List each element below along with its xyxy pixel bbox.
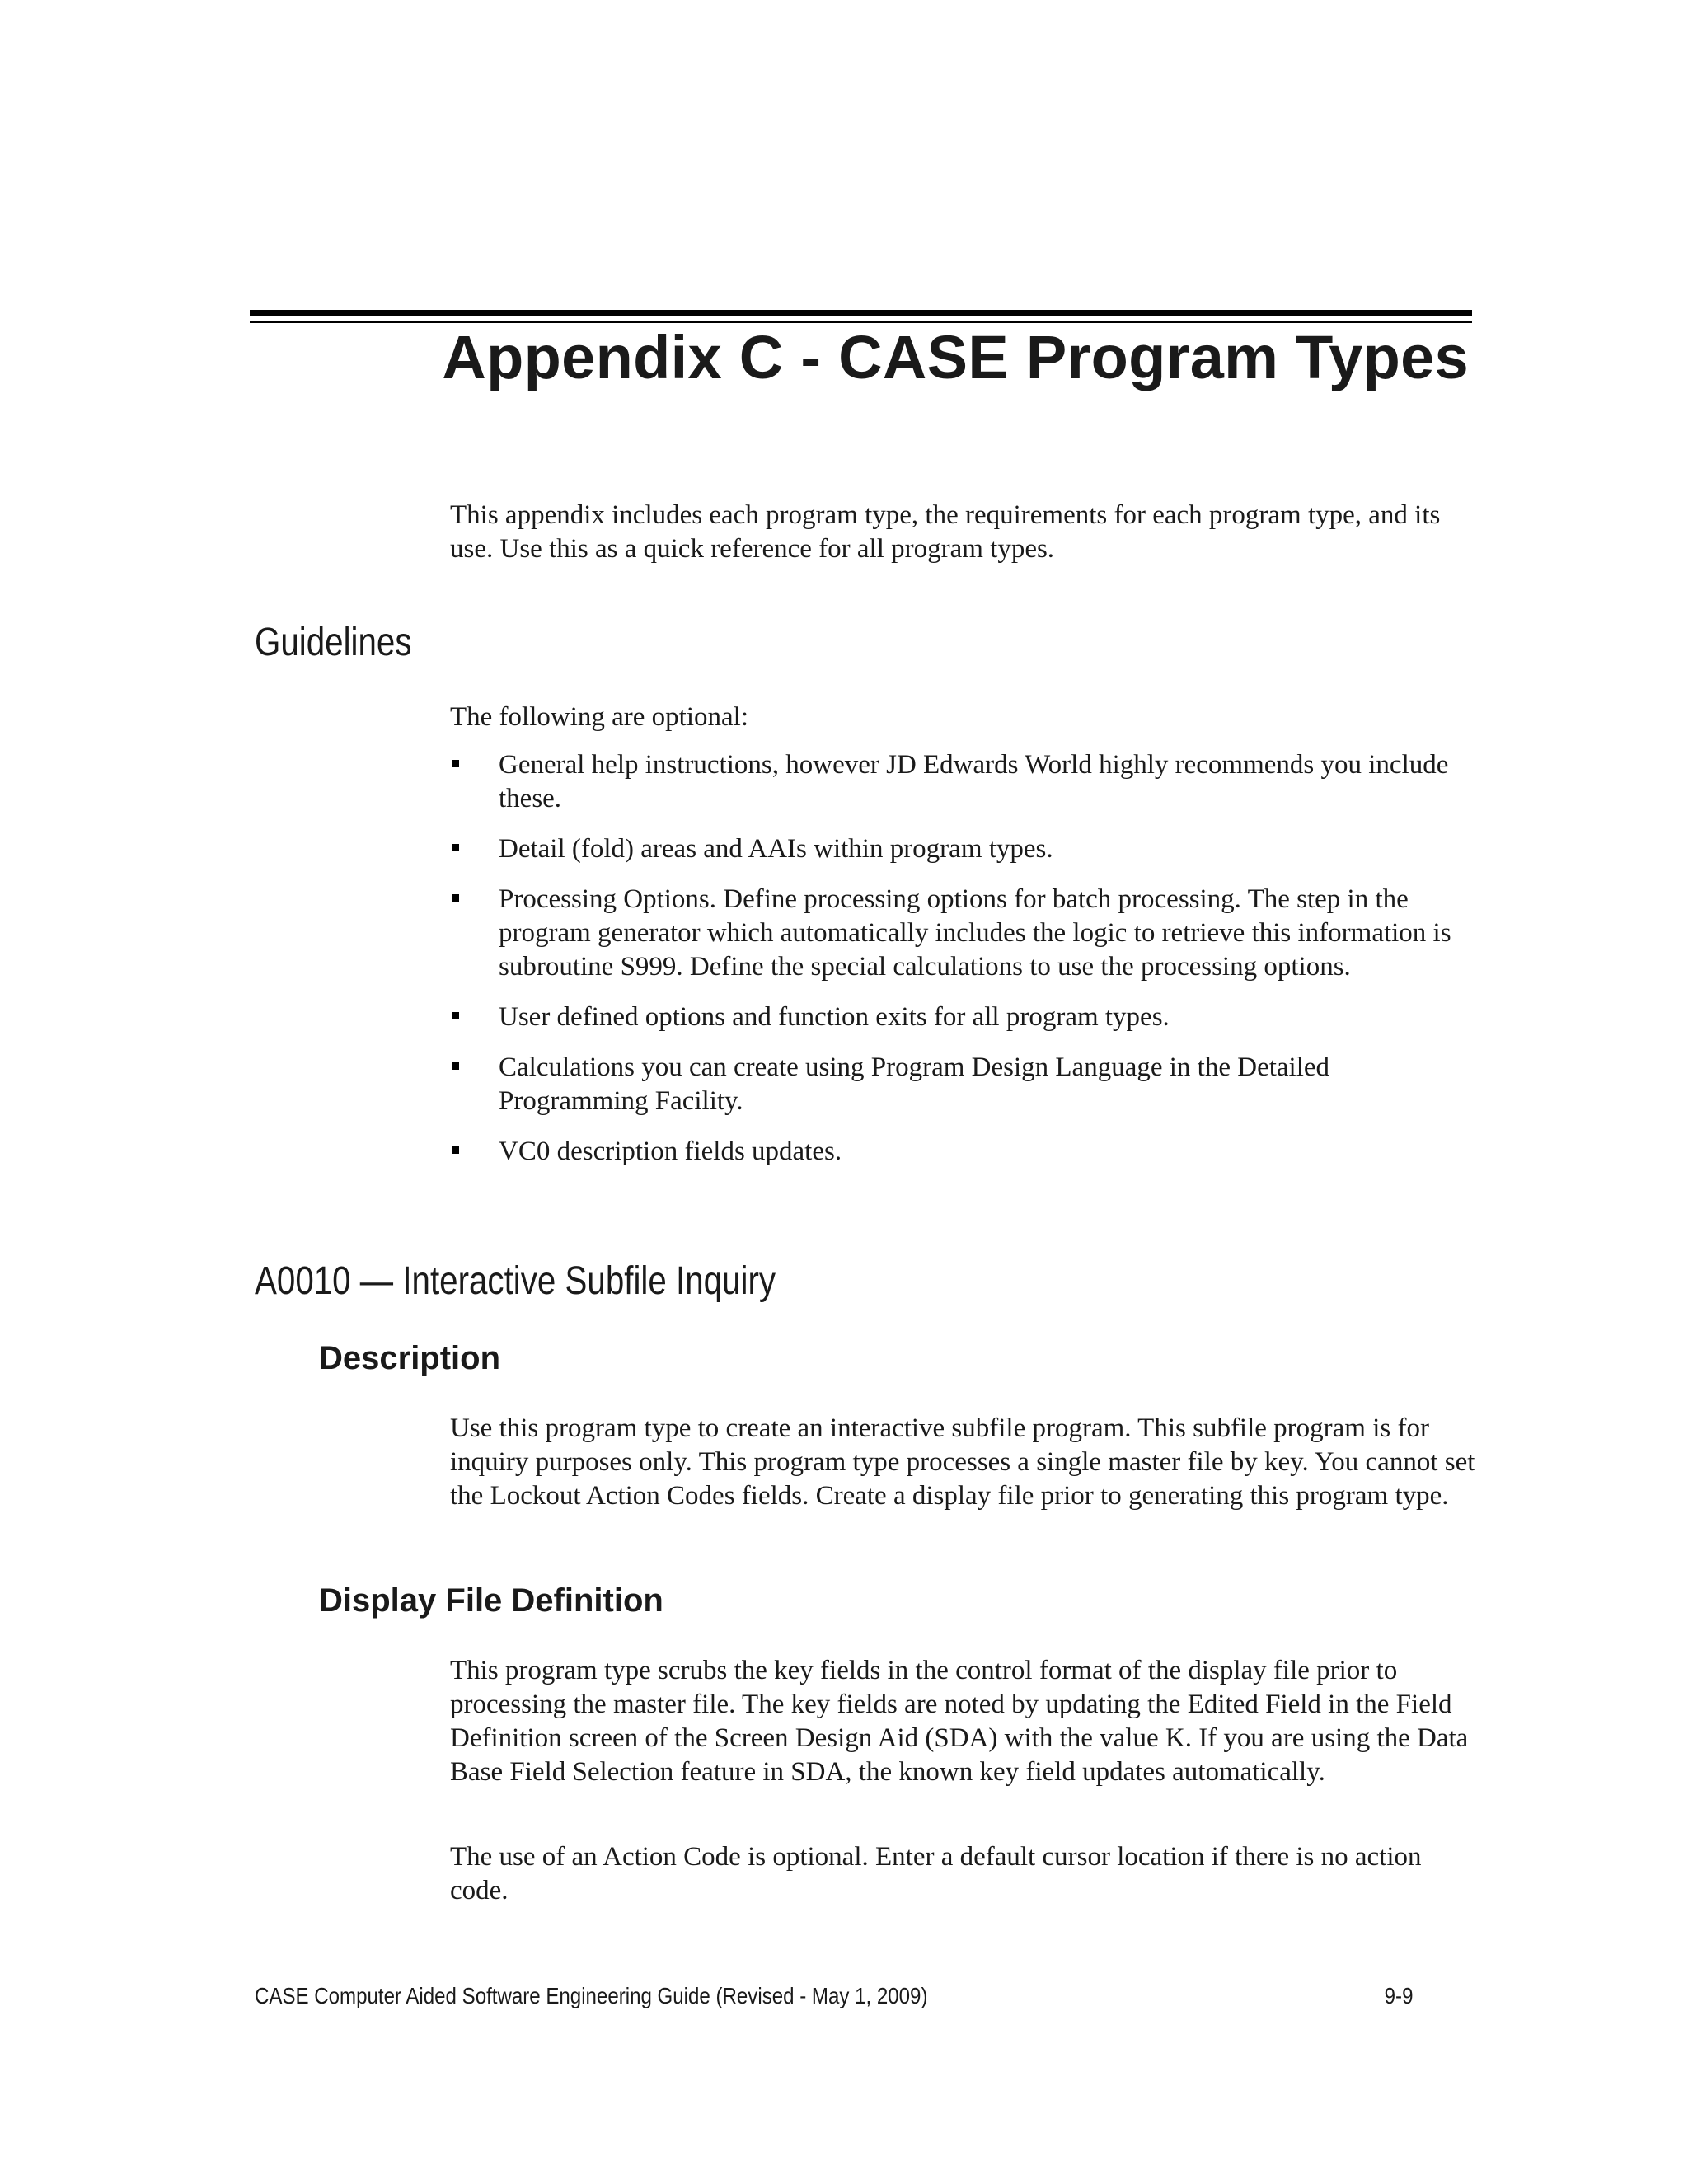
guidelines-heading: Guidelines (255, 621, 412, 664)
list-item (450, 832, 1480, 866)
list-item-text: General help instructions, however JD Edwards World highly recommends you include these. (499, 750, 1449, 813)
list-item (450, 1051, 1480, 1118)
display-file-definition-heading: Display File Definition (319, 1582, 663, 1619)
footer-guide-title: CASE Computer Aided Software Engineering Guide (Revised - May 1, 2009) (255, 1983, 928, 2008)
display-file-paragraph-2: The use of an Action Code is optional. Enter a default cursor location if there is no action code. (450, 1842, 1422, 1905)
list-item (450, 883, 1480, 984)
list-item-text: VC0 description fields updates. (499, 1137, 842, 1166)
square-bullet-icon (452, 844, 459, 851)
list-item-text: Calculations you can create using Program Design Language in the Detailed Programming Facility. (499, 1052, 1330, 1116)
a0010-heading: A0010 — Interactive Subfile Inquiry (255, 1259, 776, 1303)
list-item (450, 748, 1480, 816)
title-rule-thick (250, 310, 1472, 316)
intro-paragraph: This appendix includes each program type, the requirements for each program type, and its use. Use this as a quick reference for all program types. (450, 500, 1441, 564)
list-item-text: User defined options and function exits for all program types. (499, 1002, 1170, 1032)
square-bullet-icon (452, 1146, 459, 1154)
square-bullet-icon (452, 1012, 459, 1019)
square-bullet-icon (452, 894, 459, 902)
description-heading: Description (319, 1340, 501, 1376)
list-item (450, 1001, 1480, 1034)
list-item-text: Detail (fold) areas and AAIs within program types. (499, 834, 1053, 864)
square-bullet-icon (452, 760, 459, 767)
display-file-paragraph-1: This program type scrubs the key fields in the control format of the display file prior to processing the master file. The key fields are noted by updating the Edited Field in the Field Definition screen of the Screen Design Aid (SDA) with the value K. If you are using the Data Base Field Selection feature in SDA, the known key field updates automatically. (450, 1656, 1469, 1787)
square-bullet-icon (452, 1062, 459, 1070)
list-item-text: Processing Options. Define processing options for batch processing. The step in the program generator which automatically includes the logic to retrieve this information is subroutine S999. Define the special calculations to use the processing options. (499, 884, 1451, 982)
guidelines-list (450, 748, 1480, 1185)
description-paragraph: Use this program type to create an interactive subfile program. This subfile program is for inquiry purposes only. This program type processes a single master file by key. You cannot set the Lockout Action Codes fields. Create a display file prior to generating this program type. (450, 1413, 1475, 1511)
page-title: Appendix C - CASE Program Types (442, 323, 1469, 391)
list-item (450, 1135, 1480, 1169)
footer-page-number: 9-9 (1384, 1983, 1413, 2008)
guidelines-lead: The following are optional: (450, 702, 748, 732)
